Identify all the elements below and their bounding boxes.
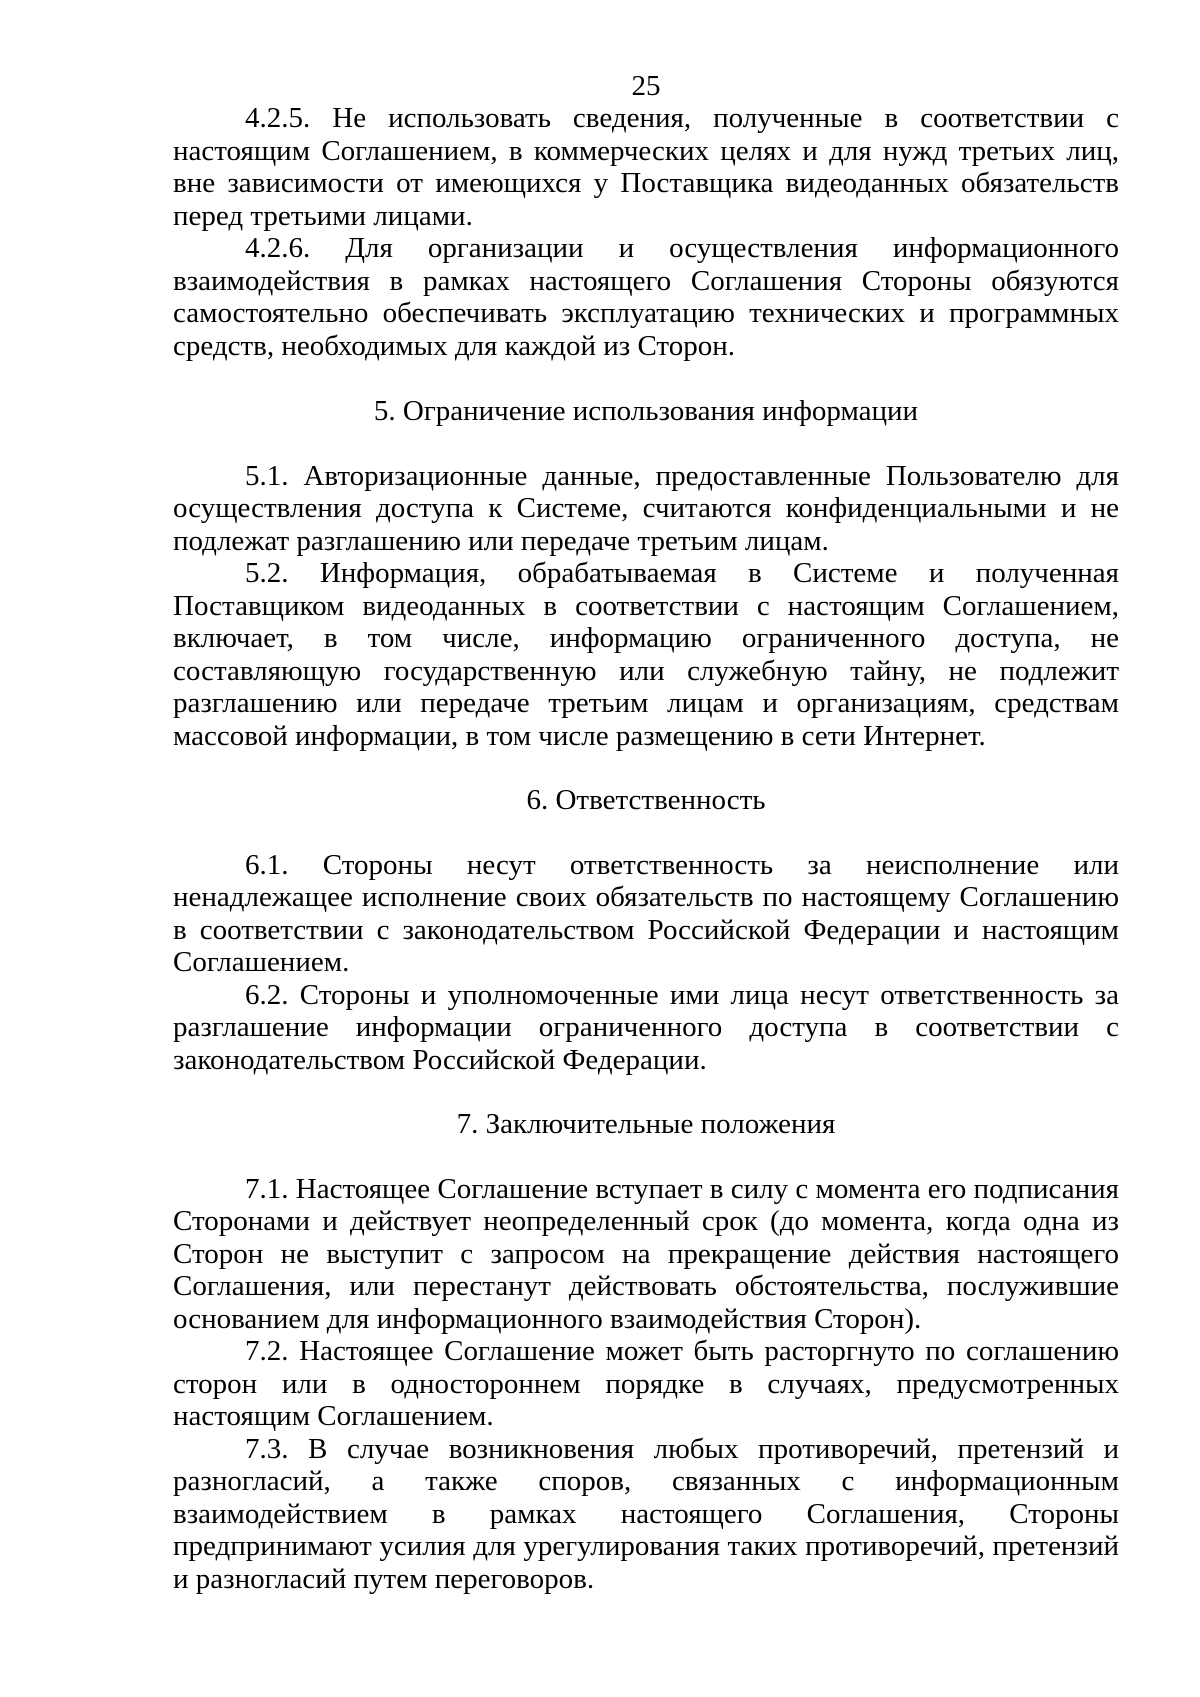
paragraph-7-3: 7.3. В случае возникновения любых противоречий, претензий и разногласий, а также споров, связанных с информационным взаимодействием в рамках настоящего Соглашения, Стороны предпринимают усилия для урегулирования таких противоречий, претензий и разногласий путем переговоров. <box>173 1432 1119 1595</box>
section-heading-6: 6. Ответственность <box>526 784 766 816</box>
paragraph-4-2-6: 4.2.6. Для организации и осуществления информационного взаимодействия в рамках настоящего Соглашения Стороны обязуются самостоятельно обеспечивать эксплуатацию технических и программных средств, необходимых для каждой из Сторон. <box>173 232 1119 362</box>
paragraph-4-2-5: 4.2.5. Не использовать сведения, полученные в соответствии с настоящим Соглашением, в коммерческих целях и для нужд третьих лиц, вне зависимости от имеющихся у Поставщика видеоданных обязательств перед третьими лицами. <box>173 102 1119 232</box>
paragraph-7-1: 7.1. Настоящее Соглашение вступает в силу с момента его подписания Сторонами и действует неопределенный срок (до момента, когда одна из Сторон не выступит с запросом на прекращение действия настоящего Соглашения, или перестанут действовать обстоятельства, послужившие основанием для информационного взаимодействия Сторон). <box>173 1172 1119 1335</box>
section-heading-7: 7. Заключительные положения <box>456 1108 836 1140</box>
section-heading-5: 5. Ограничение использования информации <box>373 395 919 427</box>
paragraph-6-2: 6.2. Стороны и уполномоченные ими лица несут ответственность за разглашение информации ограниченного доступа в соответствии с законодательством Российской Федерации. <box>173 978 1119 1076</box>
page-number: 25 <box>631 70 661 102</box>
paragraph-5-1: 5.1. Авторизационные данные, предоставленные Пользователю для осуществления доступа к Системе, считаются конфиденциальными и не подлежат разглашению или передаче третьим лицам. <box>173 459 1119 557</box>
paragraph-7-2: 7.2. Настоящее Соглашение может быть расторгнуто по соглашению сторон или в одностороннем порядке в случаях, предусмотренных настоящим Соглашением. <box>173 1335 1119 1432</box>
paragraph-5-2: 5.2. Информация, обрабатываемая в Системе и полученная Поставщиком видеоданных в соответствии с настоящим Соглашением, включает, в том числе, информацию ограниченного доступа, не составляющую государственную или служебную тайну, не подлежит разглашению или передаче третьим лицам и организациям, средствам массовой информации, в том числе размещению в сети Интернет. <box>173 557 1119 752</box>
paragraph-6-1: 6.1. Стороны несут ответственность за неисполнение или ненадлежащее исполнение своих обязательств по настоящему Соглашению в соответствии с законодательством Российской Федерации и настоящим Соглашением. <box>173 848 1119 978</box>
document-page <box>173 70 1119 1595</box>
